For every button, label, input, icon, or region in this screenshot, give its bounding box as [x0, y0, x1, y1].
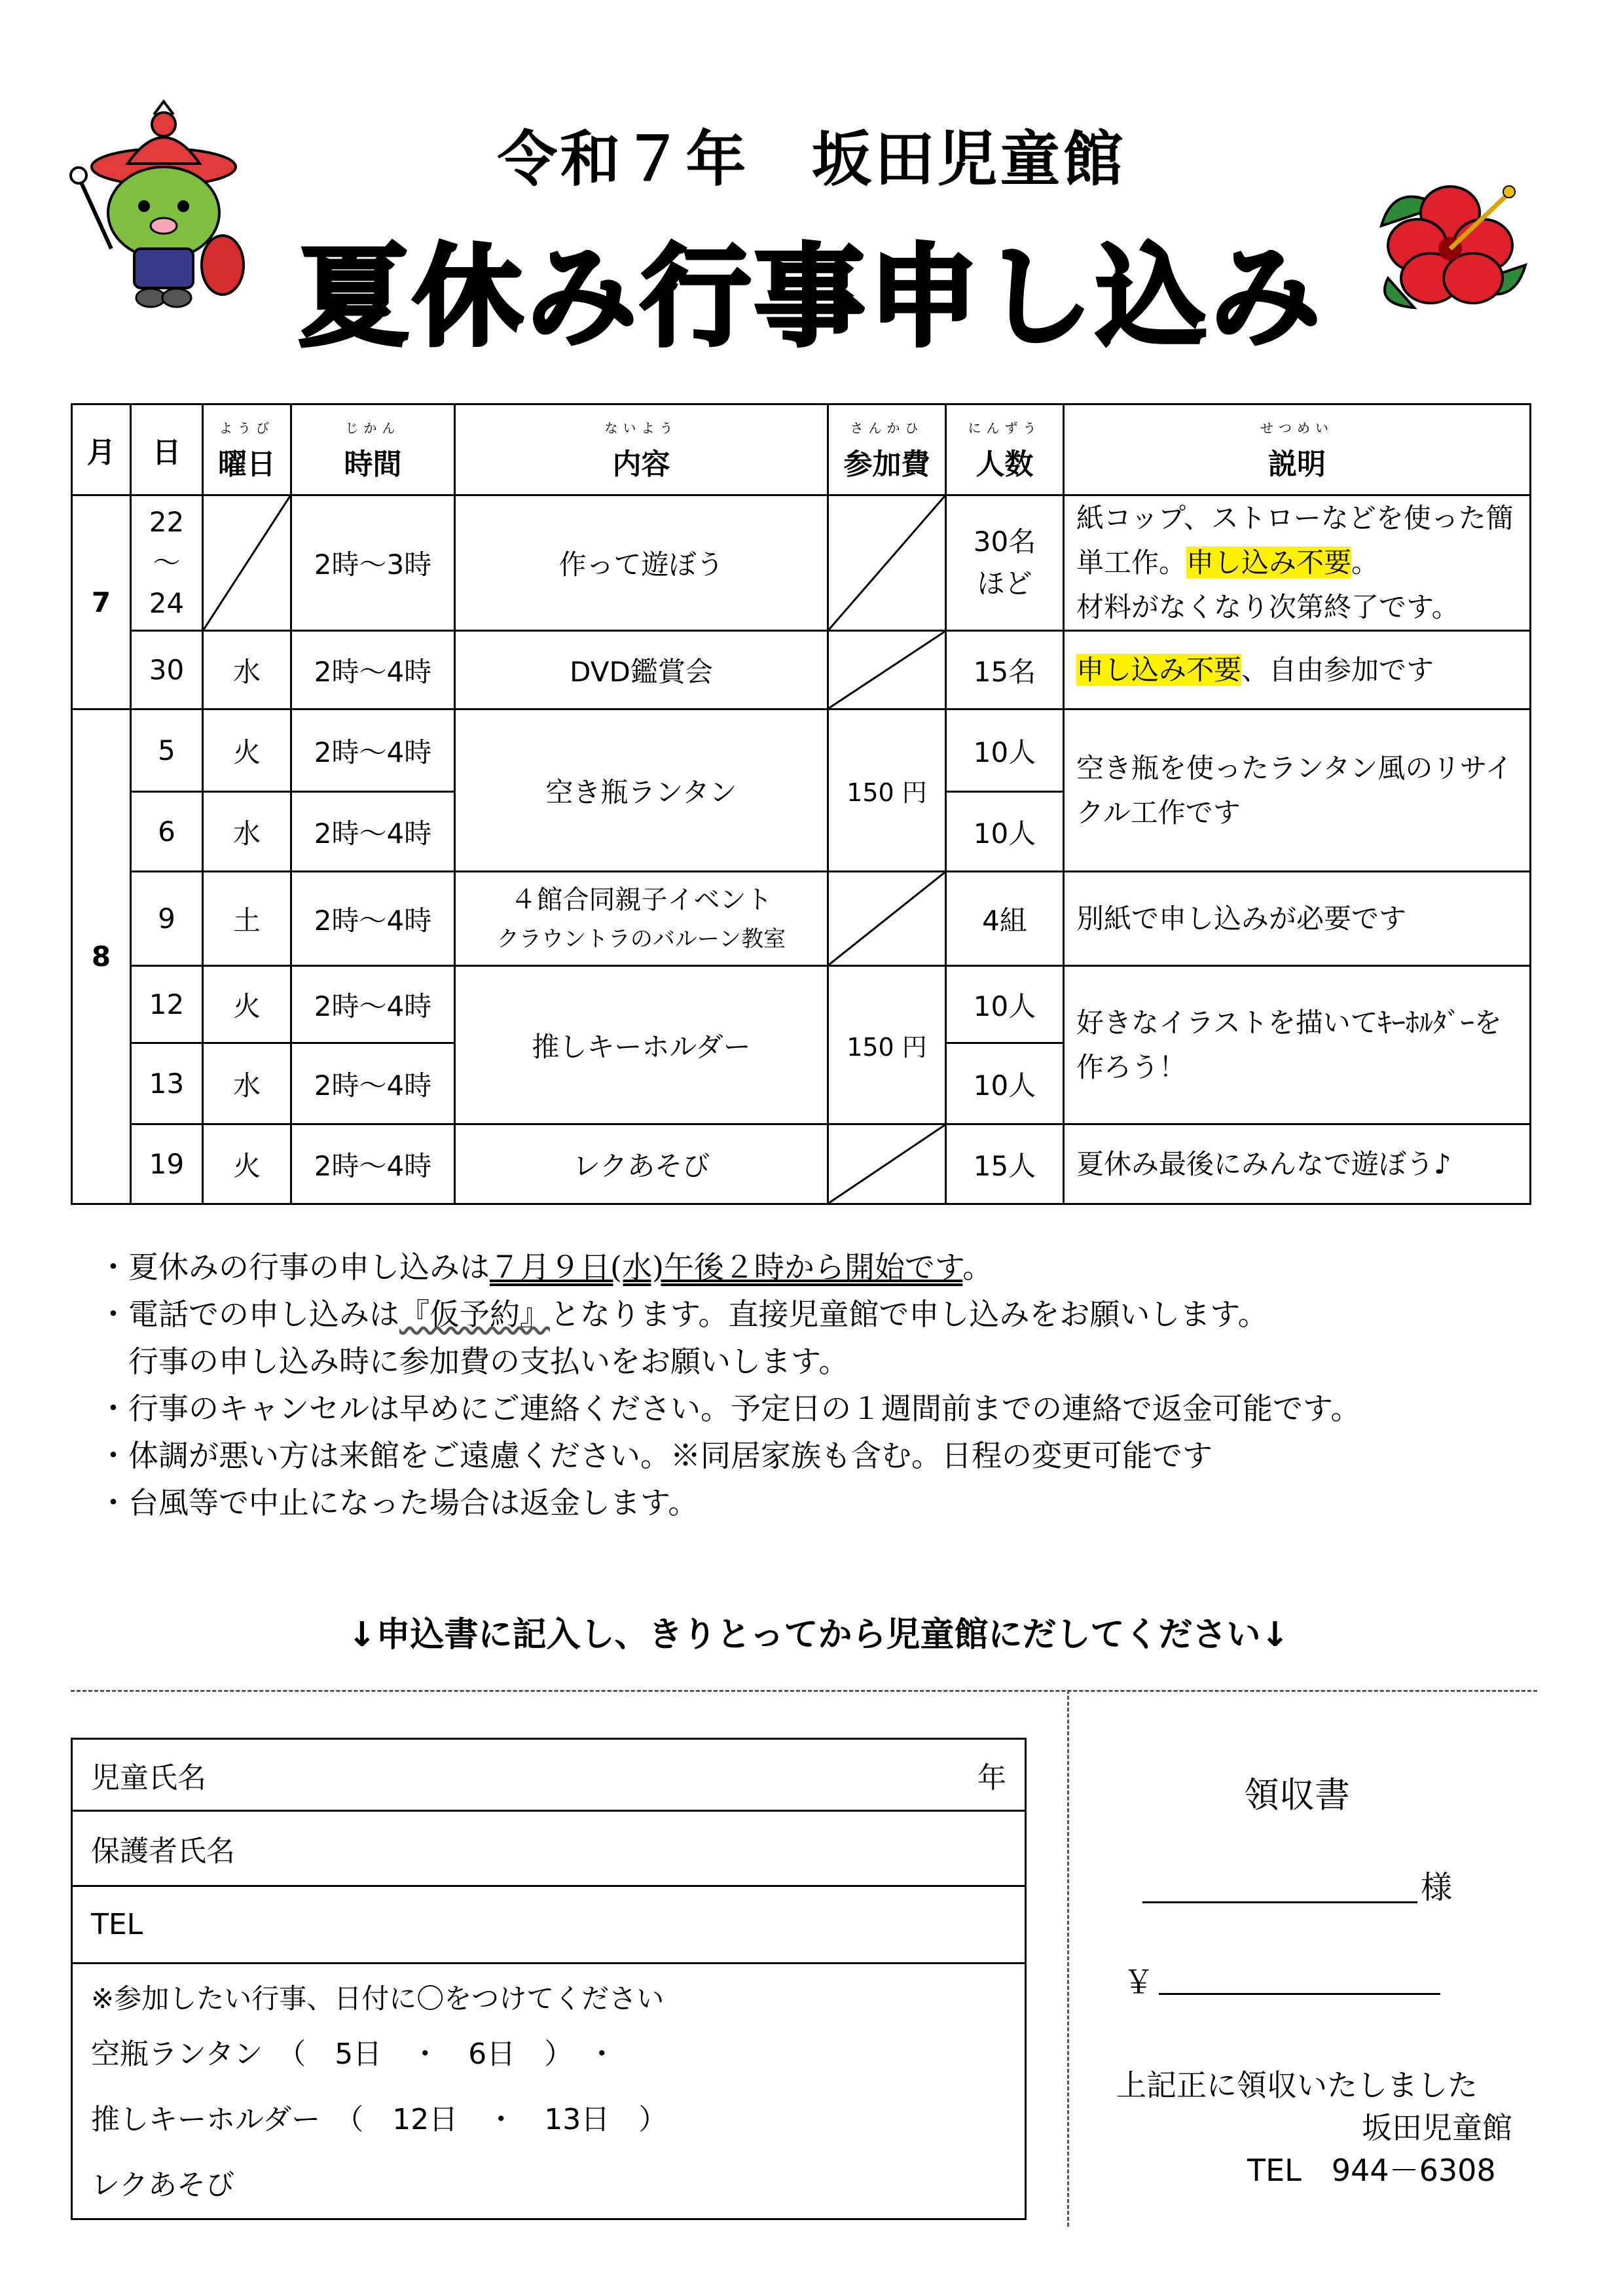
time-cell: 2時～4時 [291, 631, 455, 709]
fee-cell-empty [828, 631, 946, 709]
highlight-no-application: 申し込み不要 [1186, 547, 1352, 579]
receipt-org: 坂田児童館 [1362, 2110, 1512, 2145]
receipt-tel: TEL 944－6308 [1247, 2153, 1496, 2188]
highlight-no-application: 申し込み不要 [1076, 653, 1242, 686]
header-time: じかん 時間 [291, 404, 455, 495]
table-row [72, 495, 1531, 631]
receipt-title: 領収書 [1244, 1774, 1350, 1816]
receipt-sama: 様 [1421, 1869, 1453, 1906]
fee-cell-empty [828, 872, 946, 966]
description-cell: 夏休み最後にみんなで遊ぼう♪ [1064, 1124, 1531, 1204]
grade-label: 年 [977, 1761, 1006, 1795]
note-line: ・夏休みの行事の申し込みは７月９日(水)午後２時から開始です。 [98, 1249, 993, 1285]
count-cell: 10人 [946, 966, 1064, 1043]
content-cell: 作って遊ぼう [455, 495, 828, 631]
header-content: ないよう 内容 [455, 404, 828, 495]
header-count: にんずう 人数 [946, 404, 1064, 495]
header-month: 月 [72, 404, 131, 495]
content-cell: レクあそび [455, 1124, 828, 1204]
count-cell: 30名 ほど [946, 495, 1064, 631]
day-cell: 5 [131, 709, 203, 792]
description-cell: 好きなイラストを描いてｷｰﾎﾙﾀﾞｰを作ろう！ [1064, 966, 1531, 1124]
diagonal-slash [829, 1125, 945, 1203]
time-cell: 2時～3時 [291, 495, 455, 631]
application-form [71, 1738, 1027, 2220]
time-cell: 2時～4時 [291, 792, 455, 872]
time-cell: 2時～4時 [291, 709, 455, 792]
fee-cell: 150 円 [828, 966, 946, 1124]
weekday-cell: 火 [203, 1124, 291, 1204]
guardian-name-label: 保護者氏名 [91, 1835, 235, 1868]
diagonal-slash [829, 632, 945, 708]
option-keyholder[interactable]: 推しキーホルダー （ 12日 ・ 13日 ） [91, 2103, 668, 2136]
header-fee: さんかひ 参加費 [828, 404, 946, 495]
receipt-amount-line [1159, 1993, 1440, 1995]
note-line: ・体調が悪い方は来館をご遠慮ください。※同居家族も含む。日程の変更可能です [98, 1438, 1213, 1473]
horizontal-cut-line [71, 1690, 1537, 1692]
count-cell: 10人 [946, 1043, 1064, 1124]
day-cell: 12 [131, 966, 203, 1043]
diagonal-slash [829, 496, 945, 630]
child-name-field[interactable] [72, 1739, 1026, 1811]
count-cell: 15人 [946, 1124, 1064, 1204]
weekday-cell-empty [203, 495, 291, 631]
option-lantern[interactable]: 空瓶ランタン （ 5日 ・ 6日 ） ・ [91, 2037, 617, 2071]
guardian-name-field[interactable] [72, 1811, 1026, 1886]
description-cell: 別紙で申し込みが必要です [1064, 872, 1531, 966]
tel-field[interactable] [72, 1886, 1026, 1964]
note-line: ・行事のキャンセルは早めにご連絡ください。予定日の１週間前までの連絡で返金可能です。 [98, 1391, 1361, 1426]
header-day: 日 [131, 404, 203, 495]
diagonal-slash [829, 872, 945, 965]
time-cell: 2時～4時 [291, 1043, 455, 1124]
fee-cell: 150 円 [828, 709, 946, 872]
weekday-cell: 水 [203, 1043, 291, 1124]
day-cell: 19 [131, 1124, 203, 1204]
receipt-confirm: 上記正に領収いたしました [1116, 2068, 1478, 2103]
day-cell: 13 [131, 1043, 203, 1124]
tel-label: TEL [91, 1908, 143, 1941]
time-cell: 2時～4時 [291, 872, 455, 966]
header-description: せつめい 説明 [1064, 404, 1531, 495]
day-cell: 6 [131, 792, 203, 872]
content-cell: 空き瓶ランタン [455, 709, 828, 872]
month-cell-july: 7 [72, 495, 131, 709]
fee-cell-empty [828, 1124, 946, 1204]
receipt-yen: ￥ [1123, 1964, 1155, 2001]
page-title: 夏休み行事申し込み [299, 233, 1324, 361]
page-subtitle: 令和７年 坂田児童館 [497, 124, 1126, 194]
receipt-name-line [1142, 1901, 1417, 1903]
table-header-row [72, 404, 1531, 495]
header-weekday: ようび 曜日 [203, 404, 291, 495]
count-cell: 4組 [946, 872, 1064, 966]
day-cell: 30 [131, 631, 203, 709]
option-recreation[interactable]: レクあそび [91, 2168, 235, 2202]
weekday-cell: 火 [203, 709, 291, 792]
description-cell: 空き瓶を使ったランタン風のリサイクル工作です [1064, 709, 1531, 872]
note-line: ・台風等で中止になった場合は返金します。 [98, 1485, 699, 1520]
time-cell: 2時～4時 [291, 966, 455, 1043]
time-cell: 2時～4時 [291, 1124, 455, 1204]
month-cell-august: 8 [72, 709, 131, 1204]
cut-instruction: ↓申込書に記入し、きりとってから児童館にだしてください↓ [347, 1615, 1290, 1655]
diagonal-slash [204, 496, 290, 630]
selection-note: ※参加したい行事、日付に〇をつけてください [91, 1982, 665, 2015]
fee-cell-empty [828, 495, 946, 631]
weekday-cell: 水 [203, 631, 291, 709]
table-row [72, 631, 1531, 709]
count-cell: 10人 [946, 709, 1064, 792]
table-row [72, 872, 1531, 966]
content-cell: 推しキーホルダー [455, 966, 828, 1124]
table-row [72, 1124, 1531, 1204]
day-cell: 22 ～ 24 [131, 495, 203, 631]
description-cell: 申し込み不要、自由参加です [1064, 631, 1531, 709]
weekday-cell: 火 [203, 966, 291, 1043]
day-cell: 9 [131, 872, 203, 966]
note-line: 行事の申し込み時に参加費の支払いをお願いします。 [98, 1344, 849, 1379]
table-row [72, 709, 1531, 792]
schedule-table [71, 403, 1531, 1205]
notes-section [98, 1244, 1571, 1526]
count-cell: 15名 [946, 631, 1064, 709]
table-row [72, 966, 1531, 1043]
weekday-cell: 水 [203, 792, 291, 872]
vertical-cut-line [1067, 1690, 1069, 2227]
content-cell: ４館合同親子イベント クラウントラのバルーン教室 [455, 872, 828, 966]
note-line: ・電話での申し込みは『仮予約』となります。直接児童館で申し込みをお願いします。 [98, 1297, 1268, 1332]
count-cell: 10人 [946, 792, 1064, 872]
child-name-label: 児童氏名 [91, 1761, 206, 1795]
content-cell: DVD鑑賞会 [455, 631, 828, 709]
event-selection-field[interactable] [72, 1964, 1026, 2219]
weekday-cell: 土 [203, 872, 291, 966]
description-cell: 紙コップ、ストローなどを使った簡単工作。申し込み不要。 材料がなくなり次第終了です。 [1064, 495, 1531, 631]
